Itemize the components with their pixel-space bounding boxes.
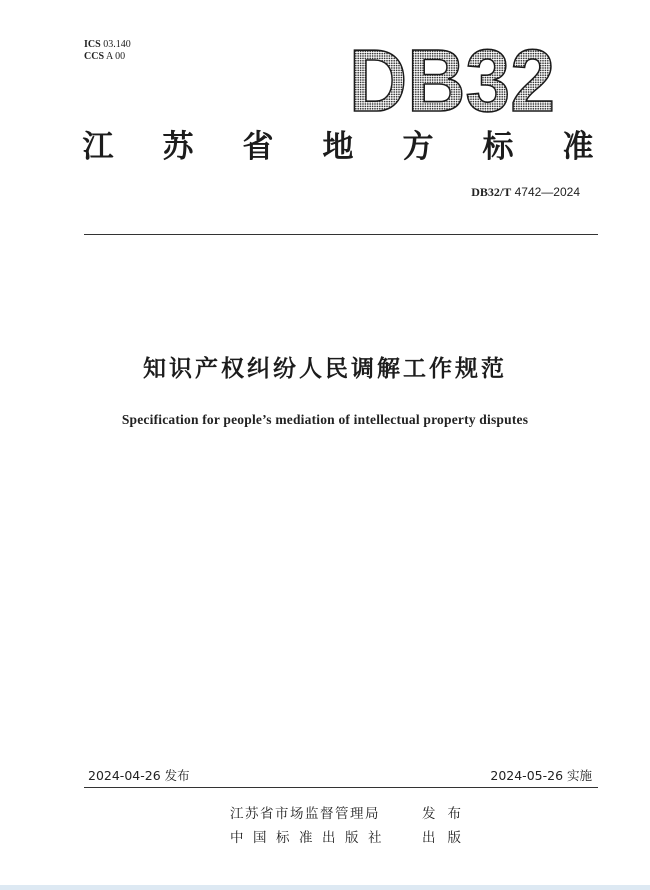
ccs-value: A 00 [105,51,126,62]
ics-value: 03.140 [103,39,131,50]
standard-type-char: 标 [482,129,514,165]
db32-logo-text: DB32 [349,38,555,120]
ics-label: ICS [84,39,101,50]
standard-code-number: 4742—2024 [514,185,580,199]
ccs-label: CCS [84,51,105,62]
implementation-date: 2024-05-26 实施 [490,768,592,783]
document-title-chinese: 知识产权纠纷人民调解工作规范 [143,356,507,382]
standard-code-prefix: DB32/T [471,185,512,199]
standard-type-char: 方 [402,129,434,165]
standard-type-heading [78,127,598,167]
standard-type-char: 地 [322,129,354,165]
publishing-house: 中国标准出版社 [230,830,391,846]
standard-type-char: 省 [242,129,274,165]
bottom-divider [84,787,598,788]
top-divider [84,234,598,235]
issuing-role: 发布 [422,806,473,822]
publishing-role: 出版 [422,830,473,846]
document-title-english: Specification for people’s mediation of intellectual property disputes [121,412,529,427]
standard-code [471,184,580,200]
standard-type-char: 准 [562,129,594,165]
standard-type-char: 苏 [162,129,194,165]
db32-logo [345,38,560,120]
ccs-code [84,51,125,62]
issue-date: 2024-04-26 发布 [88,768,190,783]
ics-code [84,39,131,50]
issuing-authority: 江苏省市场监督管理局 [230,806,380,822]
page-bottom-edge [0,885,650,890]
standard-type-char: 江 [82,129,114,165]
